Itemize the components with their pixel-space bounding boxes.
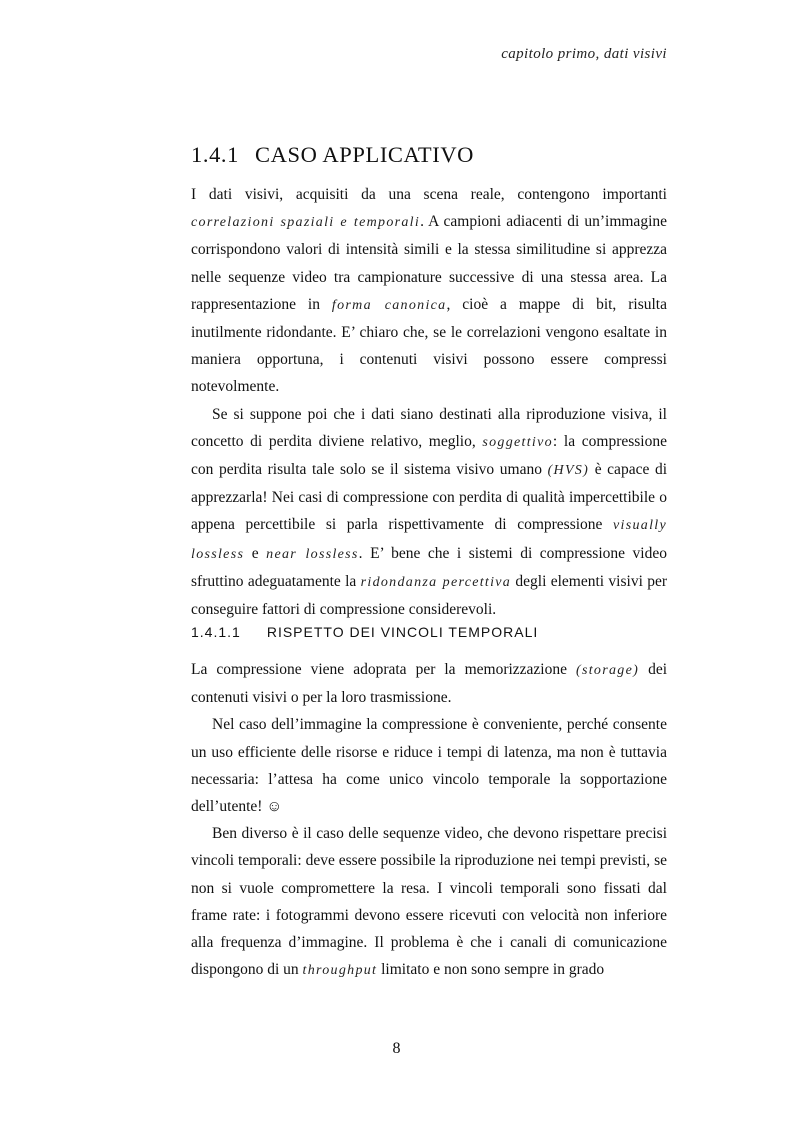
text-run: , cioè a mappe di bit, risulta inutilmente ridondante. E’ chiaro che, se le correlazioni vengono esaltate in maniera opportuna, i contenuti visivi possono essere compressi notevolmente. <box>191 295 667 396</box>
section-title <box>191 142 474 168</box>
section-body <box>191 181 667 623</box>
text-run: : la compressione con perdita risulta tale solo se il sistema visivo umano <box>191 432 667 479</box>
subsection-title <box>191 624 538 640</box>
paragraph <box>191 711 667 820</box>
italic-term: ridondanza percettiva <box>360 574 512 590</box>
italic-term: correlazioni spaziali e temporali <box>191 215 421 231</box>
running-head: capitolo primo, dati visivi <box>501 46 667 62</box>
text-run: Ben diverso è il caso delle sequenze video, che devono rispettare precisi vincoli temporali: deve essere possibile la riproduzione nei tempi previsti, se non si vuole compromettere la resa. I vincoli temporali sono fissati dal frame rate: i fotogrammi devono essere ricevuti con velocità non inferiore alla frequenza d’immagine. Il problema è che i canali di comunicazione dispongono di un <box>191 825 667 979</box>
text-run: degli elementi visivi per conseguire fattori di compressione considerevoli. <box>191 572 667 619</box>
text-run: I dati visivi, acquisiti da una scena reale, contengono importanti <box>191 186 667 203</box>
paragraph <box>191 181 667 401</box>
paragraph <box>191 401 667 624</box>
text-run: Nel caso dell’immagine la compressione è conveniente, perché consente un uso efficiente delle risorse e riduce i tempi di latenza, ma non è tuttavia necessaria: l’attesa ha come unico vincolo temporale la sopportazione dell’utente! <box>191 716 667 816</box>
text-run: limitato e non sono sempre in grado <box>377 961 605 979</box>
text-run: . A campioni adiacenti di un’immagine corrispondono valori di intensità simili e la stessa similitudine si apprezza nelle sequenze video tra campionature successive di una stessa area. La rappresentazione in <box>191 213 667 313</box>
subsection-body <box>191 656 667 984</box>
section-title-text: CASO APPLICATIVO <box>255 142 475 167</box>
section-number: 1.4.1 <box>191 142 239 167</box>
text-run: La compressione viene adoprata per la memorizzazione <box>191 661 577 678</box>
page-number: 8 <box>392 1040 401 1057</box>
paragraph <box>191 656 667 711</box>
italic-term: soggettivo <box>482 434 553 450</box>
text-run: e <box>244 544 267 562</box>
italic-term: visually lossless <box>191 518 667 562</box>
subsection-title-text: RISPETTO DEI VINCOLI TEMPORALI <box>266 624 539 640</box>
text-run: . E’ bene che i sistemi di compressione video sfruttino adeguatamente la <box>191 544 667 590</box>
paragraph <box>191 820 667 984</box>
italic-term: forma canonica <box>331 297 447 313</box>
smiley-icon: ☺ <box>266 798 283 816</box>
text-run: dei contenuti visivi o per la loro trasmissione. <box>191 661 668 707</box>
italic-term: (storage) <box>576 663 640 678</box>
italic-term: throughput <box>302 963 378 979</box>
italic-term: (HVS) <box>547 463 590 479</box>
text-run: è capace di apprezzarla! Nei casi di compressione con perdita di qualità impercettibile o appena percettibile si parla rispettivamente di compressione <box>191 461 667 534</box>
text-run: Se si suppone poi che i dati siano destinati alla riproduzione visiva, il concetto di perdita diviene relativo, meglio, <box>191 405 667 450</box>
italic-term: near lossless <box>266 546 359 562</box>
subsection-number: 1.4.1.1 <box>191 624 241 640</box>
